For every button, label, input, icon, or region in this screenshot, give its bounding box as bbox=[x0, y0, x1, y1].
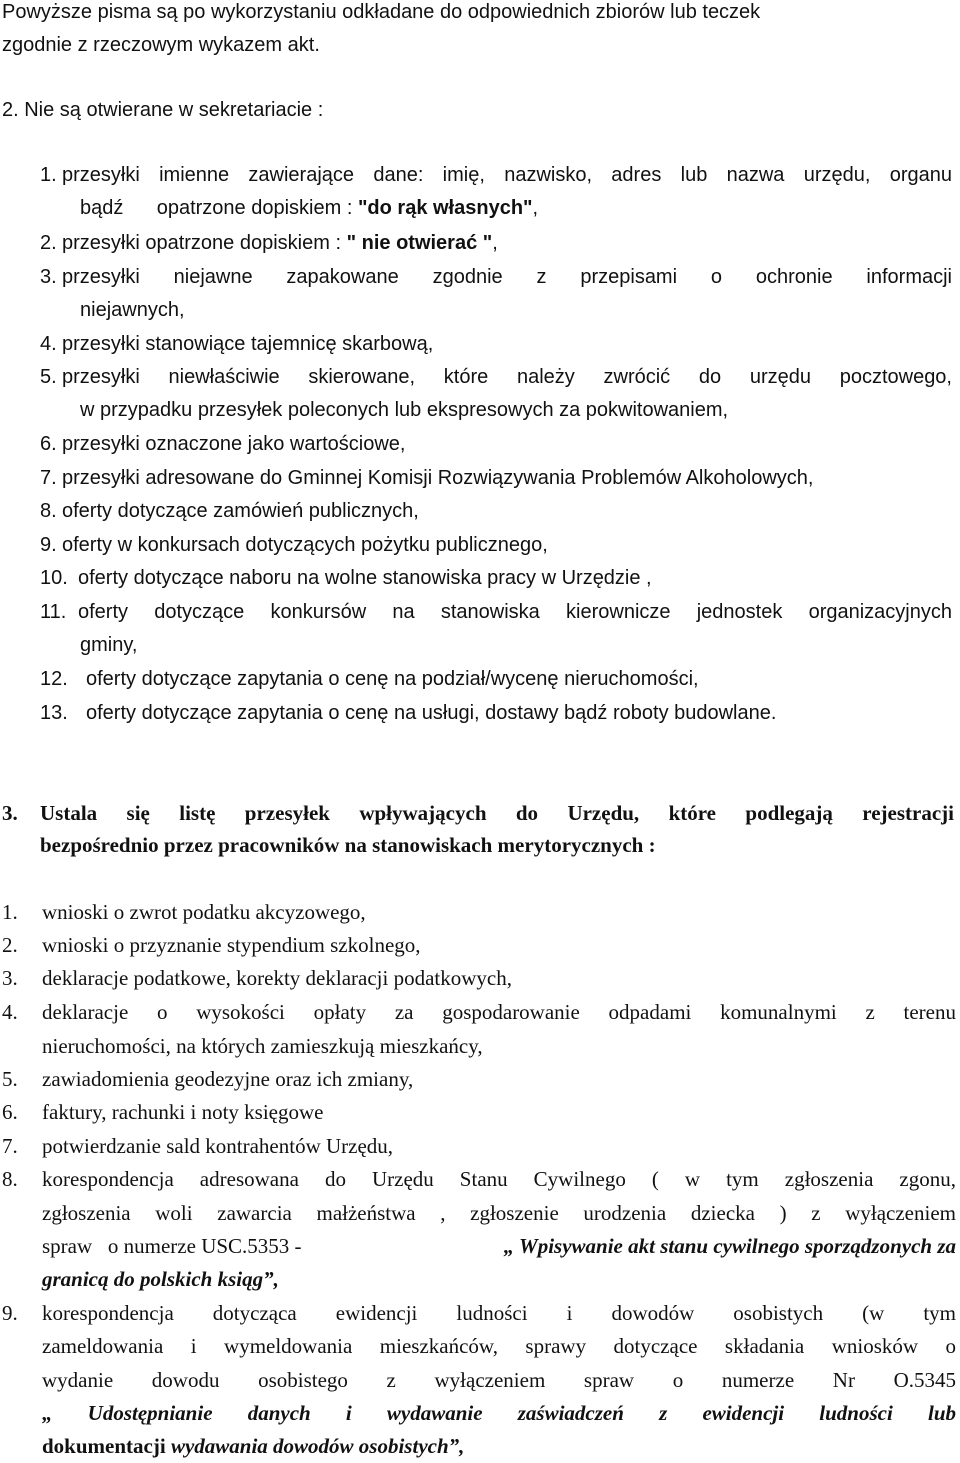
item-number: 1. bbox=[2, 900, 18, 924]
list-item: przesyłki niejawne zapakowane zgodnie z przepisami o ochronie informacji bbox=[62, 266, 952, 288]
item-number: 4. bbox=[40, 333, 57, 355]
list-item: przesyłki oznaczone jako wartościowe, bbox=[62, 433, 406, 455]
list-item-continuation: wydanie dowodu osobistego z wyłączeniem spraw o numerze Nr O.5345 bbox=[42, 1368, 956, 1392]
list-item: oferty w konkursach dotyczących pożytku publicznego, bbox=[62, 534, 548, 556]
section-3-heading-line-2: bezpośrednio przez pracowników na stanowiskach merytorycznych : bbox=[40, 833, 656, 857]
list-item-bold-italic: wydawania dowodów osobistych”, bbox=[165, 1434, 465, 1458]
item-number: 10. bbox=[40, 567, 68, 589]
item-number: 11. bbox=[40, 601, 67, 623]
list-item: korespondencja dotycząca ewidencji ludności i dowodów osobistych (w tym bbox=[42, 1301, 956, 1325]
list-item: oferty dotyczące konkursów na stanowiska kierownicze jednostek organizacyjnych bbox=[78, 601, 952, 623]
list-item-continuation bbox=[42, 1229, 956, 1263]
item-number: 2. bbox=[2, 933, 18, 957]
list-item: oferty dotyczące zamówień publicznych, bbox=[62, 500, 419, 522]
item-number: 1. bbox=[40, 164, 57, 186]
item-number: 4. bbox=[2, 1000, 18, 1024]
list-item-text: przesyłki opatrzone dopiskiem : bbox=[62, 232, 347, 254]
list-item: oferty dotyczące zapytania o cenę na usługi, dostawy bądź roboty budowlane. bbox=[86, 702, 777, 724]
list-item: faktury, rachunki i noty księgowe bbox=[42, 1100, 324, 1124]
item-number: 8. bbox=[40, 500, 57, 522]
item-number: 3. bbox=[40, 266, 57, 288]
item-number: 9. bbox=[40, 534, 57, 556]
list-item: oferty dotyczące zapytania o cenę na podział/wycenę nieruchomości, bbox=[86, 668, 699, 690]
list-item-text: , bbox=[492, 232, 498, 254]
list-item-continuation bbox=[42, 1429, 464, 1463]
item-number: 5. bbox=[2, 1067, 18, 1091]
item-number: 9. bbox=[2, 1301, 18, 1325]
section-3-heading-line-1: Ustala się listę przesyłek wpływających do Urzędu, które podlegają rejestracji bbox=[40, 801, 954, 825]
item-number: 13. bbox=[40, 702, 68, 724]
item-number: 6. bbox=[40, 433, 57, 455]
intro-line-2: zgodnie z rzeczowym wykazem akt. bbox=[2, 34, 320, 56]
item-number: 7. bbox=[2, 1134, 18, 1158]
list-item: zawiadomienia geodezyjne oraz ich zmiany, bbox=[42, 1067, 414, 1091]
item-number: 3. bbox=[2, 966, 18, 990]
list-item-bold-italic: „ Wpisywanie akt stanu cywilnego sporządzonych za bbox=[503, 1234, 956, 1258]
list-item-continuation: gminy, bbox=[80, 634, 138, 656]
section-2-heading: 2. Nie są otwierane w sekretariacie : bbox=[2, 99, 324, 121]
list-item: przesyłki stanowiące tajemnicę skarbową, bbox=[62, 333, 434, 355]
list-item-continuation: w przypadku przesyłek poleconych lub ekspresowych za pokwitowaniem, bbox=[80, 399, 729, 421]
list-item: oferty dotyczące naboru na wolne stanowiska pracy w Urzędzie , bbox=[78, 567, 652, 589]
section-3-number: 3. bbox=[2, 801, 18, 825]
item-number: 12. bbox=[40, 668, 68, 690]
list-item-continuation bbox=[80, 192, 538, 225]
list-item-continuation: nieruchomości, na których zamieszkują mieszkańcy, bbox=[42, 1034, 483, 1058]
list-item-continuation: zameldowania i wymeldowania mieszkańców, sprawy dotyczące składania wniosków o bbox=[42, 1334, 956, 1358]
list-item: przesyłki imienne zawierające dane: imię, nazwisko, adres lub nazwa urzędu, organu bbox=[62, 164, 952, 186]
list-item: deklaracje o wysokości opłaty za gospodarowanie odpadami komunalnymi z terenu bbox=[42, 1000, 956, 1024]
list-item-text: bądź opatrzone dopiskiem : bbox=[80, 197, 358, 219]
list-item-text: spraw o numerze USC.5353 - bbox=[42, 1234, 313, 1258]
list-item: wnioski o zwrot podatku akcyzowego, bbox=[42, 900, 366, 924]
list-item-text: , bbox=[532, 197, 539, 219]
list-item: przesyłki adresowane do Gminnej Komisji Rozwiązywania Problemów Alkoholowych, bbox=[62, 467, 814, 489]
list-item: potwierdzanie sald kontrahentów Urzędu, bbox=[42, 1134, 394, 1158]
list-item-bold: " nie otwierać " bbox=[346, 232, 493, 254]
list-item: przesyłki niewłaściwie skierowane, które należy zwrócić do urzędu pocztowego, bbox=[62, 366, 952, 388]
list-item-continuation: zgłoszenia woli zawarcia małżeństwa , zgłoszenie urodzenia dziecka ) z wyłączeniem bbox=[42, 1201, 956, 1225]
list-item-continuation: „ Udostępnianie danych i wydawanie zaświadczeń z ewidencji ludności lub bbox=[42, 1401, 956, 1425]
intro-line-1: Powyższe pisma są po wykorzystaniu odkładane do odpowiednich zbiorów lub teczek bbox=[2, 1, 761, 23]
list-item-continuation: niejawnych, bbox=[80, 299, 185, 321]
list-item: deklaracje podatkowe, korekty deklaracji podatkowych, bbox=[42, 966, 512, 990]
item-number: 5. bbox=[40, 366, 57, 388]
item-number: 8. bbox=[2, 1167, 18, 1191]
list-item bbox=[62, 227, 498, 260]
list-item: korespondencja adresowana do Urzędu Stanu Cywilnego ( w tym zgłoszenia zgonu, bbox=[42, 1167, 956, 1191]
item-number: 2. bbox=[40, 232, 57, 254]
item-number: 7. bbox=[40, 467, 57, 489]
list-item-bold: dokumentacji bbox=[42, 1434, 166, 1458]
item-number: 6. bbox=[2, 1100, 18, 1124]
list-item-bold: "do rąk własnych" bbox=[357, 197, 533, 219]
list-item: wnioski o przyznanie stypendium szkolnego, bbox=[42, 933, 421, 957]
list-item-continuation: granicą do polskich ksiąg”, bbox=[42, 1267, 279, 1291]
